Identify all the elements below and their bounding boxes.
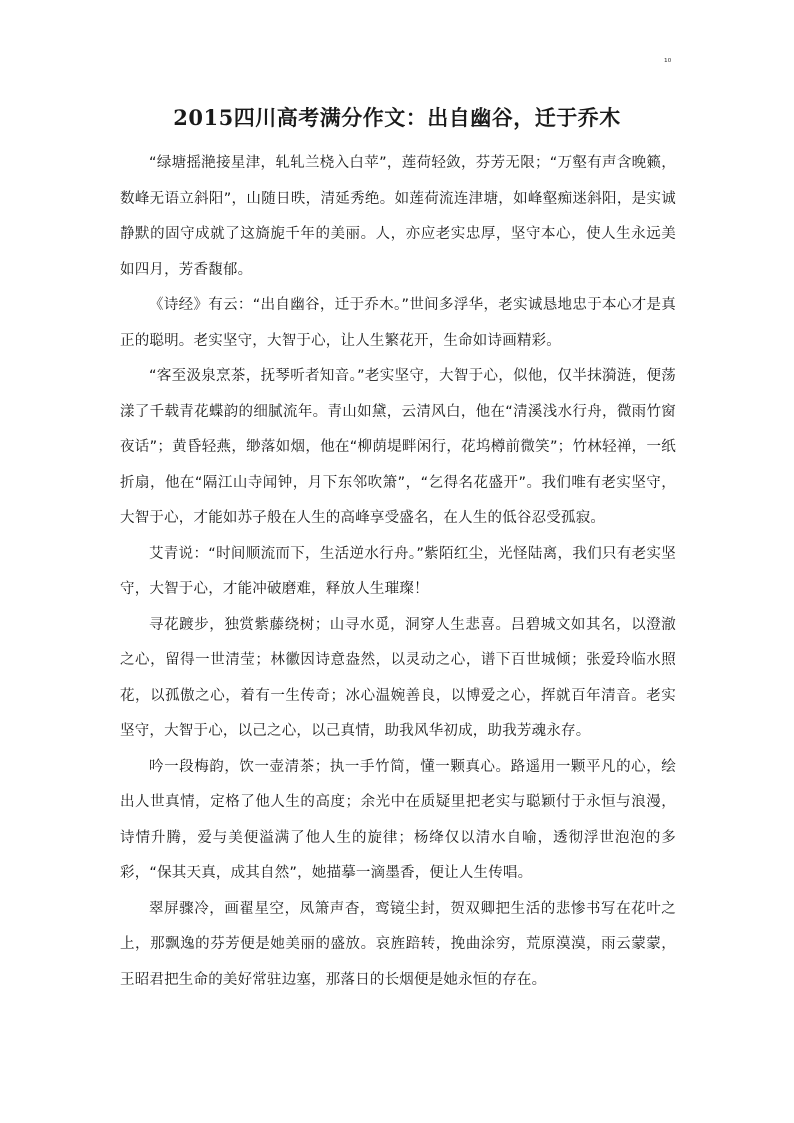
paragraph-4: 艾青说：“时间顺流而下，生活逆水行舟。”紫陌红尘，光怪陆离，我们只有老实坚守，大智于心，才能冲破磨难，释放人生璀璨！: [120, 545, 676, 597]
essay-body: [120, 146, 676, 998]
paragraph-3: “客至汲泉烹茶，抚琴听者知音。”老实坚守，大智于心，似他，仅半抹漪涟，便荡漾了千载青花蝶韵的细腻流年。青山如黛，云清风白，他在“清溪浅水行舟，微雨竹窗夜话”；黄昏轻燕，缈落如烟，他在“柳荫堤畔闲行，花坞樽前微笑”；竹林轻禅，一纸折扇，他在“隔江山寺闻钟，月下东邻吹箫”，“乞得名花盛开”。我们唯有老实坚守，大智于心，才能如苏子般在人生的高峰享受盛名，在人生的低谷忍受孤寂。: [120, 368, 676, 526]
paragraph-2: 《诗经》有云：“出自幽谷，迁于乔木。”世间多浮华，老实诚恳地忠于本心才是真正的聪明。老实坚守，大智于心，让人生繁花开，生命如诗画精彩。: [120, 297, 676, 349]
paragraph-1: “绿塘摇滟接星津，轧轧兰桡入白苹”，莲荷轻敛，芬芳无限；“万壑有声含晚籁，数峰无语立斜阳”，山随日昳，清延秀绝。如莲荷流连津塘，如峰壑痴迷斜阳，是实诚静默的固守成就了这旖旎千年的美丽。人，亦应老实忠厚，坚守本心，使人生永远美如四月，芳香馥郁。: [120, 155, 676, 278]
paragraph-5: 寻花踱步，独赏紫藤绕树；山寻水觅，洞穿人生悲喜。吕碧城文如其名，以澄澈之心，留得一世清莹；林徽因诗意盎然，以灵动之心，谱下百世城倾；张爱玲临水照花，以孤傲之心，着有一生传奇；冰心温婉善良，以博爱之心，挥就百年清音。老实坚守，大智于心，以己之心，以己真情，助我风华初成，助我芳魂永存。: [120, 616, 676, 739]
paragraph-7: 翠屏骤冷，画翟星空，凤箫声杳，鸾镜尘封，贺双卿把生活的悲惨书写在花叶之上，那飘逸的芬芳便是她美丽的盛放。哀旌踣转，挽曲涂穷，荒原漠漠，雨云蒙蒙，王昭君把生命的美好常驻边塞，那落日的长烟便是她永恒的存在。: [120, 900, 676, 988]
paragraph-6: 吟一段梅韵，饮一壶清茶；执一手竹简，懂一颗真心。路遥用一颗平凡的心，绘出人世真情，定格了他人生的高度；余光中在质疑里把老实与聪颖付于永恒与浪漫，诗情升腾，爱与美便溢满了他人生的旋律；杨绛仅以清水自喻，透彻浮世泡泡的多彩，“保其天真，成其自然”，她描摹一滴墨香，便让人生传唱。: [120, 758, 676, 881]
essay-title: 2015四川高考满分作文：出自幽谷，迁于乔木: [173, 105, 621, 130]
page-number-mark: ¹⁰: [664, 58, 672, 68]
